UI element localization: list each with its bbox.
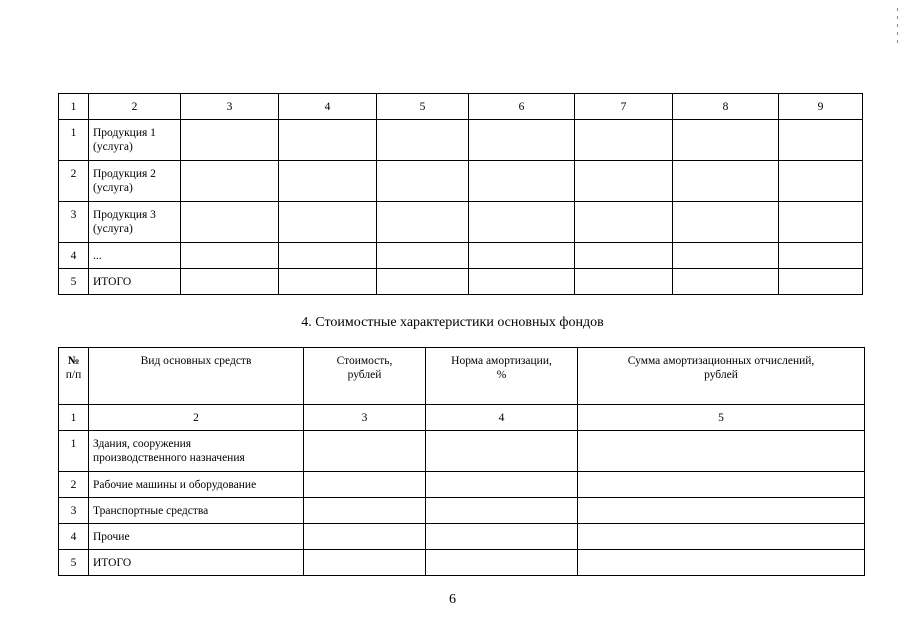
empty-cell (673, 161, 779, 202)
empty-cell (469, 120, 575, 161)
header-cell-number: № п/п (59, 348, 89, 405)
empty-cell (673, 269, 779, 295)
table-row (59, 243, 863, 269)
row-number: 3 (59, 498, 89, 524)
products-table (58, 93, 863, 295)
row-number: 5 (59, 269, 89, 295)
table-header-row (59, 94, 863, 120)
empty-cell (377, 202, 469, 243)
row-name: ... (89, 243, 181, 269)
empty-cell (469, 243, 575, 269)
empty-cell (377, 243, 469, 269)
header-cell-cost: Стоимость, рублей (304, 348, 426, 405)
row-name: ИТОГО (89, 269, 181, 295)
empty-cell (673, 120, 779, 161)
table-row (59, 161, 863, 202)
empty-cell (377, 120, 469, 161)
table-row (59, 202, 863, 243)
table-row (59, 472, 865, 498)
empty-cell (578, 550, 865, 576)
row-name: Здания, сооружения производственного назначения (89, 431, 304, 472)
empty-cell (426, 498, 578, 524)
header-cell: 7 (575, 94, 673, 120)
header-cell: 9 (779, 94, 863, 120)
empty-cell (575, 269, 673, 295)
column-number: 1 (59, 405, 89, 431)
header-cell-asset-type: Вид основных средств (89, 348, 304, 405)
empty-cell (578, 524, 865, 550)
row-number: 1 (59, 120, 89, 161)
header-cell-depreciation-sum: Сумма амортизационных отчислений, рублей (578, 348, 865, 405)
table-row-total (59, 550, 865, 576)
header-cell: 6 (469, 94, 575, 120)
table-row (59, 524, 865, 550)
empty-cell (575, 120, 673, 161)
empty-cell (469, 161, 575, 202)
empty-cell (426, 472, 578, 498)
column-number: 2 (89, 405, 304, 431)
empty-cell (779, 243, 863, 269)
empty-cell (578, 498, 865, 524)
empty-cell (779, 120, 863, 161)
header-cell: 1 (59, 94, 89, 120)
empty-cell (279, 202, 377, 243)
empty-cell (304, 550, 426, 576)
empty-cell (469, 202, 575, 243)
empty-cell (377, 269, 469, 295)
empty-cell (575, 202, 673, 243)
margin-scan-marks (897, 8, 901, 48)
header-cell: 8 (673, 94, 779, 120)
table-row (59, 120, 863, 161)
header-cell: 4 (279, 94, 377, 120)
empty-cell (673, 243, 779, 269)
row-name: Прочие (89, 524, 304, 550)
empty-cell (279, 120, 377, 161)
row-number: 2 (59, 161, 89, 202)
header-cell-depreciation-rate: Норма амортизации, % (426, 348, 578, 405)
row-number: 4 (59, 524, 89, 550)
header-cell: 3 (181, 94, 279, 120)
column-number: 3 (304, 405, 426, 431)
row-name: Продукция 3 (услуга) (89, 202, 181, 243)
empty-cell (469, 269, 575, 295)
empty-cell (673, 202, 779, 243)
row-name: Продукция 1 (услуга) (89, 120, 181, 161)
empty-cell (304, 498, 426, 524)
empty-cell (279, 243, 377, 269)
empty-cell (181, 243, 279, 269)
header-cell: 5 (377, 94, 469, 120)
empty-cell (181, 161, 279, 202)
table-header-row (59, 348, 865, 405)
row-name: Транспортные средства (89, 498, 304, 524)
table-row (59, 431, 865, 472)
row-name: Продукция 2 (услуга) (89, 161, 181, 202)
row-number: 3 (59, 202, 89, 243)
section-heading: 4. Стоимостные характеристики основных фондов (301, 315, 604, 330)
empty-cell (578, 431, 865, 472)
empty-cell (304, 524, 426, 550)
page-number: 6 (449, 592, 456, 607)
empty-cell (426, 550, 578, 576)
column-number-row (59, 405, 865, 431)
empty-cell (304, 472, 426, 498)
empty-cell (779, 202, 863, 243)
empty-cell (279, 161, 377, 202)
empty-cell (377, 161, 469, 202)
empty-cell (575, 161, 673, 202)
row-number: 1 (59, 431, 89, 472)
empty-cell (779, 269, 863, 295)
empty-cell (575, 243, 673, 269)
row-name: ИТОГО (89, 550, 304, 576)
row-number: 4 (59, 243, 89, 269)
empty-cell (426, 431, 578, 472)
table-row-total (59, 269, 863, 295)
empty-cell (578, 472, 865, 498)
empty-cell (779, 161, 863, 202)
empty-cell (181, 269, 279, 295)
column-number: 5 (578, 405, 865, 431)
fixed-assets-table (58, 347, 865, 576)
empty-cell (279, 269, 377, 295)
empty-cell (181, 120, 279, 161)
empty-cell (304, 431, 426, 472)
empty-cell (426, 524, 578, 550)
row-number: 2 (59, 472, 89, 498)
table-row (59, 498, 865, 524)
column-number: 4 (426, 405, 578, 431)
row-name: Рабочие машины и оборудование (89, 472, 304, 498)
empty-cell (181, 202, 279, 243)
header-cell: 2 (89, 94, 181, 120)
row-number: 5 (59, 550, 89, 576)
